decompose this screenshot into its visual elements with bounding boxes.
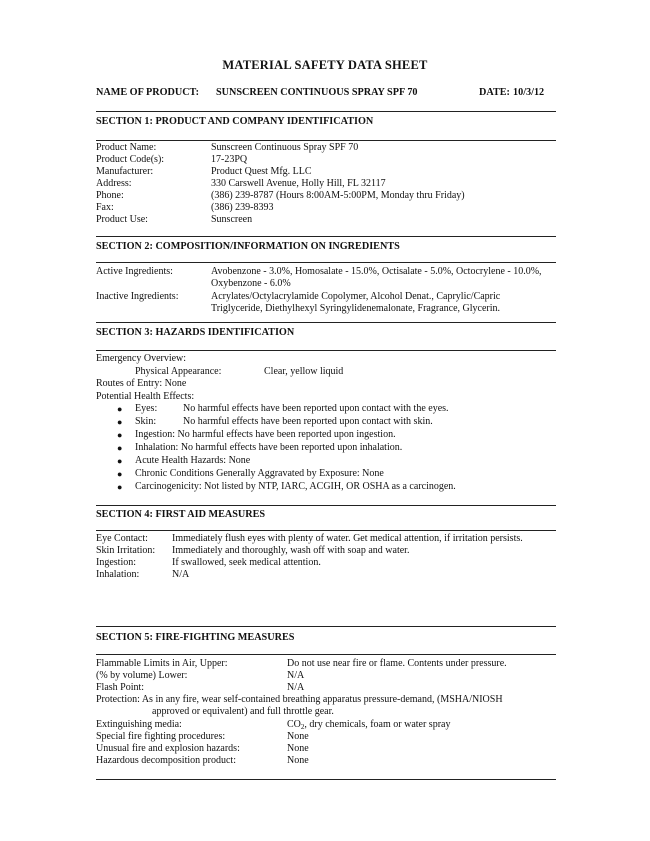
sec4-value: N/A bbox=[172, 569, 190, 580]
product-name-label: NAME OF PRODUCT: bbox=[96, 87, 199, 98]
divider bbox=[96, 654, 556, 655]
inhalation-effect: Inhalation: No harmful effects have been reported upon inhalation. bbox=[135, 442, 403, 453]
document-title: MATERIAL SAFETY DATA SHEET bbox=[222, 58, 428, 72]
sec1-value: 17-23PQ bbox=[211, 154, 248, 165]
skin-value: No harmful effects have been reported upon contact with skin. bbox=[183, 416, 433, 427]
date-label: DATE: bbox=[479, 87, 510, 98]
divider bbox=[96, 530, 556, 531]
bullet-icon: ● bbox=[117, 404, 123, 414]
lower-limit-value: N/A bbox=[287, 670, 305, 681]
sec1-label: Product Name: bbox=[96, 142, 157, 153]
co2-subscript: 2 bbox=[300, 723, 305, 731]
divider bbox=[96, 626, 556, 627]
bullet-icon: ● bbox=[117, 417, 123, 427]
acute-hazards: Acute Health Hazards: None bbox=[135, 455, 251, 466]
active-ingredients-line: Oxybenzone - 6.0% bbox=[211, 278, 291, 289]
bullet-icon: ● bbox=[117, 469, 123, 479]
special-procedures-label: Special fire fighting procedures: bbox=[96, 731, 226, 742]
bullet-icon: ● bbox=[117, 443, 123, 453]
product-name-value: SUNSCREEN CONTINUOUS SPRAY SPF 70 bbox=[216, 87, 418, 98]
divider bbox=[96, 262, 556, 263]
date-value: 10/3/12 bbox=[513, 87, 545, 98]
active-ingredients-value bbox=[211, 266, 542, 290]
active-ingredients-line: Avobenzone - 3.0%, Homosalate - 15.0%, Octisalate - 5.0%, Octocrylene - 10.0%, bbox=[211, 266, 542, 277]
physical-appearance-value: Clear, yellow liquid bbox=[264, 366, 344, 377]
section-1-heading: SECTION 1: PRODUCT AND COMPANY IDENTIFICATION bbox=[96, 116, 374, 127]
eyes-value: No harmful effects have been reported upon contact with the eyes. bbox=[183, 403, 449, 414]
sec1-value: (386) 239-8393 bbox=[211, 202, 274, 213]
extinguishing-rest: , dry chemicals, foam or water spray bbox=[304, 719, 451, 730]
sec4-label: Inhalation: bbox=[96, 569, 140, 580]
divider bbox=[96, 236, 556, 237]
flash-point-value: N/A bbox=[287, 682, 305, 693]
flammable-limits-value: Do not use near fire or flame. Contents under pressure. bbox=[287, 658, 507, 669]
sec4-label: Ingestion: bbox=[96, 557, 136, 568]
eyes-label: Eyes: bbox=[135, 403, 158, 414]
sec1-value: Sunscreen bbox=[211, 214, 253, 225]
sec4-value: Immediately flush eyes with plenty of water. Get medical attention, if irritation persists. bbox=[172, 533, 523, 544]
section-4-heading: SECTION 4: FIRST AID MEASURES bbox=[96, 509, 266, 520]
physical-appearance-label: Physical Appearance: bbox=[135, 366, 222, 377]
divider bbox=[96, 111, 556, 112]
bullet-icon: ● bbox=[117, 482, 123, 492]
bullet-icon: ● bbox=[117, 456, 123, 466]
inactive-ingredients-line: Triglyceride, Diethylhexyl Syringylidenemalonate, Fragrance, Glycerin. bbox=[211, 303, 500, 314]
inactive-ingredients-line: Acrylates/Octylacrylamide Copolymer, Alcohol Denat., Caprylic/Capric bbox=[211, 291, 501, 302]
flammable-limits-label: Flammable Limits in Air, Upper: bbox=[96, 658, 228, 669]
sec1-value: 330 Carswell Avenue, Holly Hill, FL 32117 bbox=[211, 178, 386, 189]
sec4-label: Eye Contact: bbox=[96, 533, 148, 544]
inactive-ingredients-label: Inactive Ingredients: bbox=[96, 291, 179, 302]
sec1-value: (386) 239-8787 (Hours 8:00AM-5:00PM, Monday thru Friday) bbox=[211, 190, 465, 201]
protection-line: approved or equivalent) and full throttle gear. bbox=[152, 706, 334, 717]
divider bbox=[96, 322, 556, 323]
sec1-label: Manufacturer: bbox=[96, 166, 154, 177]
sec4-label-column bbox=[96, 533, 155, 581]
section-2-heading: SECTION 2: COMPOSITION/INFORMATION ON INGREDIENTS bbox=[96, 241, 400, 252]
routes-of-entry: Routes of Entry: None bbox=[96, 378, 187, 389]
special-procedures-value: None bbox=[287, 731, 309, 742]
skin-label: Skin: bbox=[135, 416, 157, 427]
co2-text: CO bbox=[287, 719, 301, 730]
ingestion-effect: Ingestion: No harmful effects have been reported upon ingestion. bbox=[135, 429, 396, 440]
emergency-overview: Emergency Overview: bbox=[96, 353, 187, 364]
potential-health-effects: Potential Health Effects: bbox=[96, 391, 195, 402]
flash-point-label: Flash Point: bbox=[96, 682, 145, 693]
section-5-heading: SECTION 5: FIRE-FIGHTING MEASURES bbox=[96, 632, 295, 643]
section-3-heading: SECTION 3: HAZARDS IDENTIFICATION bbox=[96, 327, 295, 338]
sec1-value: Sunscreen Continuous Spray SPF 70 bbox=[211, 142, 359, 153]
carcinogenicity: Carcinogenicity: Not listed by NTP, IARC, ACGIH, OR OSHA as a carcinogen. bbox=[135, 481, 456, 492]
sec1-value-column bbox=[211, 142, 465, 226]
sec1-label: Product Use: bbox=[96, 214, 148, 225]
divider bbox=[96, 505, 556, 506]
sec1-label: Phone: bbox=[96, 190, 124, 201]
inactive-ingredients-value bbox=[211, 291, 500, 315]
unusual-hazards-label: Unusual fire and explosion hazards: bbox=[96, 743, 240, 754]
lower-limit-label: (% by volume) Lower: bbox=[96, 670, 188, 681]
chronic-conditions: Chronic Conditions Generally Aggravated by Exposure: None bbox=[135, 468, 384, 479]
sec4-value: If swallowed, seek medical attention. bbox=[172, 557, 321, 568]
divider bbox=[96, 140, 556, 141]
sec4-label: Skin Irritation: bbox=[96, 545, 156, 556]
hazardous-decomposition-value: None bbox=[287, 755, 309, 766]
active-ingredients-label: Active Ingredients: bbox=[96, 266, 173, 277]
extinguishing-value bbox=[287, 719, 450, 733]
sec1-value: Product Quest Mfg. LLC bbox=[211, 166, 312, 177]
protection-line: Protection: As in any fire, wear self-contained breathing apparatus pressure-demand, (MSHA/NIOSH bbox=[96, 694, 503, 705]
divider bbox=[96, 779, 556, 780]
sec1-label: Fax: bbox=[96, 202, 114, 213]
sec1-label: Address: bbox=[96, 178, 132, 189]
divider bbox=[96, 350, 556, 351]
sec4-value-column bbox=[172, 533, 523, 581]
bullet-icon: ● bbox=[117, 430, 123, 440]
sec1-label-column bbox=[96, 142, 164, 226]
hazardous-decomposition-label: Hazardous decomposition product: bbox=[96, 755, 236, 766]
sec1-label: Product Code(s): bbox=[96, 154, 165, 165]
sec4-value: Immediately and thoroughly, wash off with soap and water. bbox=[172, 545, 410, 556]
extinguishing-label: Extinguishing media: bbox=[96, 719, 182, 730]
unusual-hazards-value: None bbox=[287, 743, 309, 754]
